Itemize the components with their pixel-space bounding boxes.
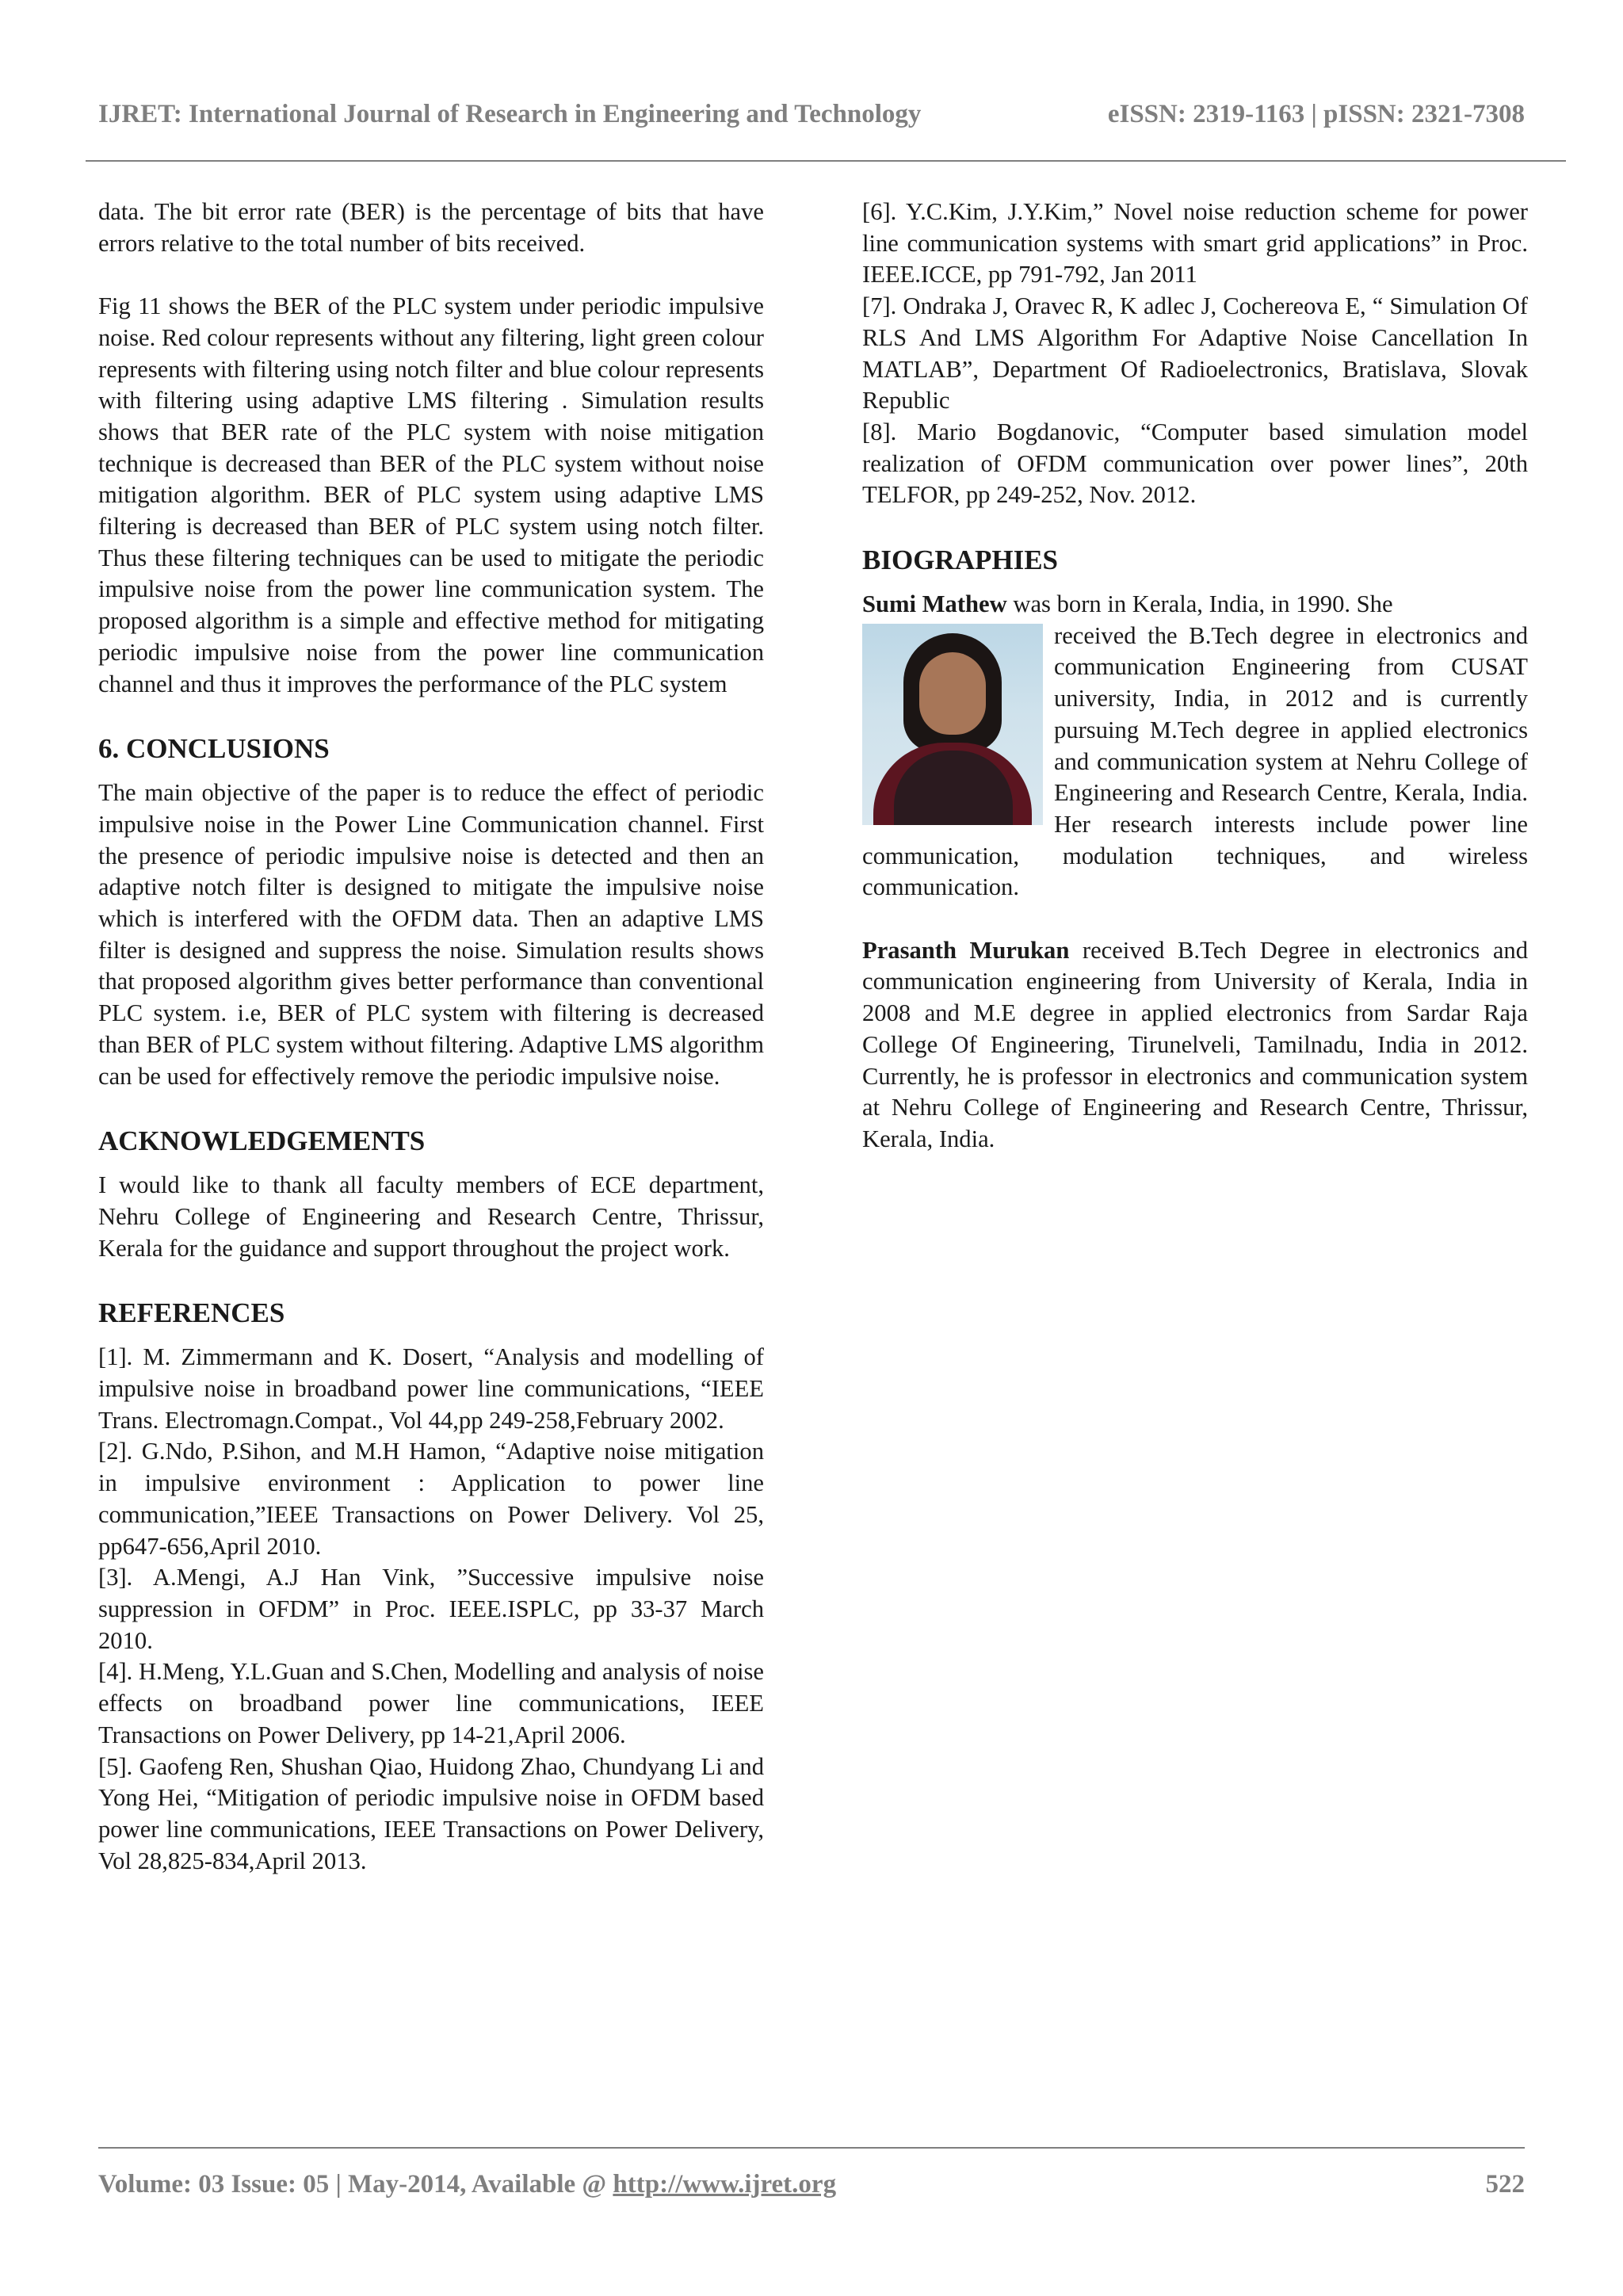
issn-label: eISSN: 2319-1163 | pISSN: 2321-7308 — [1107, 100, 1525, 128]
biography-text: received B.Tech Degree in electronics and communication engineering from University of Kerala, India in 2008 and M.E degree in applied electronics from Sardar Raja College Of Engineering, Tirunelveli, Tamilnadu, India in 2012. Currently, he is professor in electronics and communication system at Nehru College of Engineering and Research Centre, Thrissur, Kerala, India. — [862, 936, 1528, 1152]
acknowledgements-heading: ACKNOWLEDGEMENTS — [98, 1125, 426, 1157]
reference-list — [862, 197, 1528, 511]
conclusions-paragraph: The main objective of the paper is to reduce the effect of periodic impulsive noise in the Power Line Communication channel. First the presence of periodic impulsive noise is detected and then an adaptive notch filter is designed to mitigate the impulsive noise which is interfered with the OFDM data. Then an adaptive LMS filter is designed and suppress the noise. Simulation results shows that proposed algorithm gives better performance than conventional PLC system. i.e, BER of PLC system with filtering is decreased than BER of PLC system without filtering. Adaptive LMS algorithm can be used for effectively remove the periodic impulsive noise. — [98, 779, 764, 1090]
biography-sumi-mathew — [862, 589, 1528, 904]
reference-item: [3]. A.Mengi, A.J Han Vink, ”Successive impulsive noise suppression in OFDM” in Proc. IEEE.ISPLC, pp 33-37 March 2010. — [98, 1564, 764, 1654]
biographies-heading: BIOGRAPHIES — [862, 544, 1058, 576]
author-photo — [862, 624, 1043, 825]
volume-info — [98, 2170, 836, 2199]
references-heading: REFERENCES — [98, 1297, 285, 1329]
author-name: Prasanth Murukan — [862, 936, 1070, 964]
paragraph: Fig 11 shows the BER of the PLC system under periodic impulsive noise. Red colour represents without any filtering, light green colour represents with filtering using notch filter and blue colour represents with filtering using adaptive LMS filtering . Simulation results shows that BER rate of the PLC system with noise mitigation technique is decreased than BER of the PLC system without noise mitigation algorithm. BER of PLC system using adaptive LMS filtering is decreased than BER of PLC system using notch filter. Thus these filtering techniques can be used to mitigate the periodic impulsive noise from the power line communication system. The proposed algorithm is a simple and effective method for mitigating periodic impulsive noise from the power line communication channel and thus it improves the performance of the PLC system — [98, 292, 764, 697]
conclusions-heading: 6. CONCLUSIONS — [98, 733, 330, 765]
volume-text: Volume: 03 Issue: 05 | May-2014, Available @ — [98, 2170, 613, 2199]
left-column — [98, 197, 764, 1877]
footer-divider — [98, 2147, 1525, 2149]
right-column — [862, 197, 1528, 1156]
header-divider — [86, 160, 1566, 162]
reference-item: [4]. H.Meng, Y.L.Guan and S.Chen, Modelling and analysis of noise effects on broadband power line communications, IEEE Transactions on Power Delivery, pp 14-21,April 2006. — [98, 1658, 764, 1748]
reference-item: [8]. Mario Bogdanovic, “Computer based simulation model realization of OFDM communication over power lines”, 20th TELFOR, pp 249-252, Nov. 2012. — [862, 418, 1528, 509]
journal-link[interactable]: http://www.ijret.org — [613, 2170, 837, 2199]
reference-item: [2]. G.Ndo, P.Sihon, and M.H Hamon, “Adaptive noise mitigation in impulsive environment : Application to power line communication,”IEEE Transactions on Power Delivery. Vol 25, pp647-656,April 2010. — [98, 1438, 764, 1560]
reference-item: [6]. Y.C.Kim, J.Y.Kim,” Novel noise reduction scheme for power line communication systems with smart grid applications” in Proc. IEEE.ICCE, pp 791-792, Jan 2011 — [862, 198, 1528, 288]
biography-text: received the B.Tech degree in electronics and communication Engineering from CUSAT university, India, in 2012 and is currently pursuing M.Tech degree in applied electronics and communication system at Nehru College of Engineering and Research Centre, Kerala, India. Her research interests include power line communication, modulation techniques, and wireless communication. — [862, 621, 1528, 901]
acknowledgements-paragraph: I would like to thank all faculty members of ECE department, Nehru College of Engineering and Research Centre, Thrissur, Kerala for the guidance and support throughout the project work. — [98, 1171, 764, 1262]
paragraph: data. The bit error rate (BER) is the percentage of bits that have errors relative to the total number of bits received. — [98, 198, 764, 257]
author-name: Sumi Mathew — [862, 590, 1007, 618]
page-number: 522 — [1485, 2170, 1525, 2199]
biography-prasanth-murukan — [862, 935, 1528, 1156]
biography-text-lead: was born in Kerala, India, in 1990. She — [1006, 590, 1393, 618]
journal-title: IJRET: International Journal of Research in Engineering and Technology — [98, 100, 922, 128]
reference-list — [98, 1342, 764, 1877]
photo-face — [919, 652, 986, 735]
running-header — [98, 100, 1525, 132]
reference-item: [7]. Ondraka J, Oravec R, K adlec J, Cochereova E, “ Simulation Of RLS And LMS Algorithm For Adaptive Noise Cancellation In MATLAB”, Department Of Radioelectronics, Bratislava, Slovak Republic — [862, 292, 1528, 415]
reference-item: [1]. M. Zimmermann and K. Dosert, “Analysis and modelling of impulsive noise in broadband power line communications, “IEEE Trans. Electromagn.Compat., Vol 44,pp 249-258,February 2002. — [98, 1343, 764, 1434]
running-footer — [98, 2170, 1525, 2202]
reference-item: [5]. Gaofeng Ren, Shushan Qiao, Huidong Zhao, Chundyang Li and Yong Hei, “Mitigation of periodic impulsive noise in OFDM based power line communications, IEEE Transactions on Power Delivery, Vol 28,825-834,April 2013. — [98, 1752, 764, 1874]
biography-paragraph — [862, 589, 1528, 904]
